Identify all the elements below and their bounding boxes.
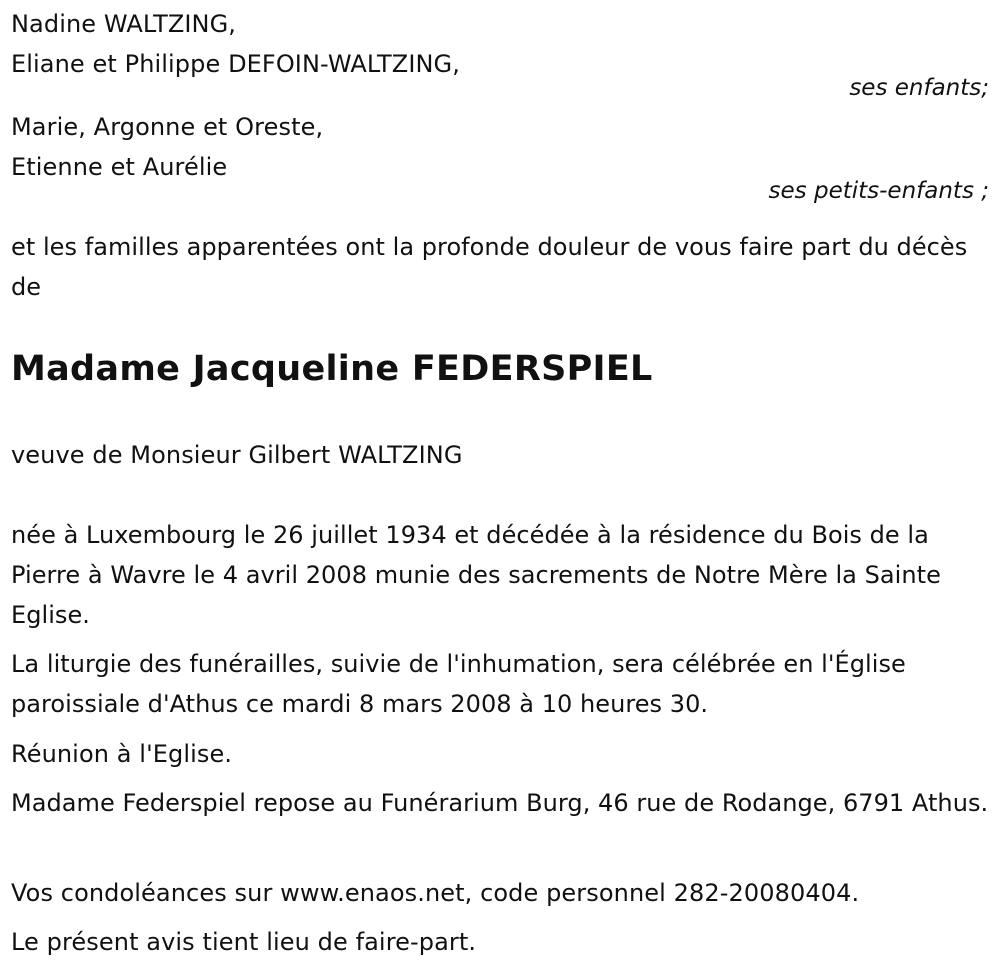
deceased-name: Madame Jacqueline FEDERSPIEL — [11, 349, 653, 389]
grandchild-names-2: Etienne et Aurélie — [11, 153, 228, 181]
grandchild-names-1: Marie, Argonne et Oreste, — [11, 113, 324, 141]
notice-text: Le présent avis tient lieu de faire-part. — [11, 928, 477, 956]
children-role-label: ses enfants; — [849, 75, 989, 101]
announcement-intro: et les familles apparentées ont la profonde douleur de vous faire part du décès de — [11, 233, 968, 301]
obituary-notice — [11, 0, 989, 979]
widow-of: veuve de Monsieur Gilbert WALTZING — [11, 441, 463, 469]
funeral-details: La liturgie des funérailles, suivie de l'inhumation, sera célébrée en l'Église paroissiale d'Athus ce mardi 8 mars 2008 à 10 heures 30. — [11, 650, 906, 718]
grandchildren-role-label: ses petits-enfants ; — [768, 178, 989, 204]
birth-death-details: née à Luxembourg le 26 juillet 1934 et décédée à la résidence du Bois de la Pierre à Wavre le 4 avril 2008 munie des sacrements de Notre Mère la Sainte Eglise. — [11, 521, 941, 629]
child-name-2: Eliane et Philippe DEFOIN-WALTZING, — [11, 50, 460, 78]
child-name-1: Nadine WALTZING, — [11, 10, 237, 38]
condolences-info: Vos condoléances sur www.enaos.net, code personnel 282-20080404. — [11, 879, 860, 907]
meeting-details: Réunion à l'Eglise. — [11, 740, 233, 768]
rests-at-details: Madame Federspiel repose au Funérarium Burg, 46 rue de Rodange, 6791 Athus. — [11, 789, 989, 817]
